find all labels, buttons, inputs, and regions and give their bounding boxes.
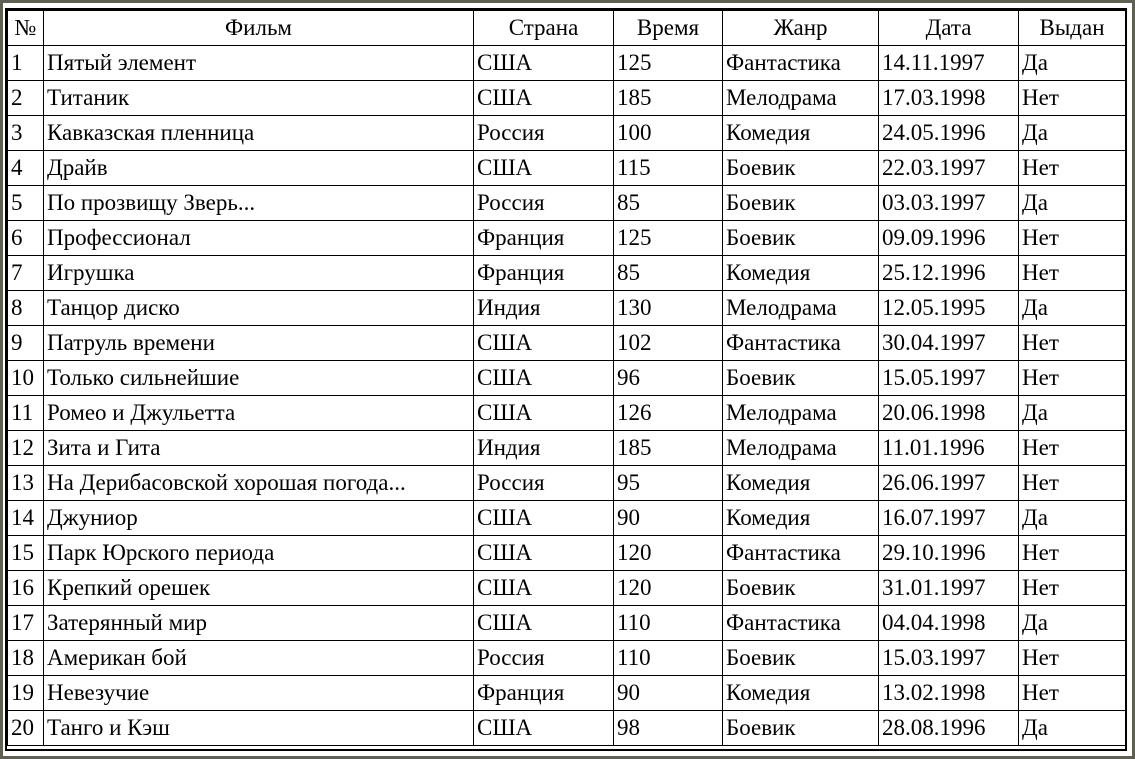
cell-number: 7 (8, 256, 44, 291)
table-row (8, 606, 1126, 641)
cell-number: 11 (8, 396, 44, 431)
cell-film: Игрушка (44, 256, 474, 291)
cell-film: Драйв (44, 151, 474, 186)
cell-genre: Боевик (723, 641, 879, 676)
cell-genre: Боевик (723, 571, 879, 606)
cell-date: 16.07.1997 (879, 501, 1019, 536)
cell-film: Парк Юрского периода (44, 536, 474, 571)
cell-issued: Да (1019, 186, 1126, 221)
cell-country: США (474, 501, 614, 536)
cell-issued: Да (1019, 606, 1126, 641)
cell-number: 6 (8, 221, 44, 256)
cell-film: Джуниор (44, 501, 474, 536)
header-row (8, 11, 1126, 46)
cell-duration: 102 (614, 326, 723, 361)
cell-genre: Фантастика (723, 326, 879, 361)
cell-duration: 115 (614, 151, 723, 186)
header-date: Дата (879, 11, 1019, 46)
cell-genre: Мелодрама (723, 81, 879, 116)
cell-film: По прозвищу Зверь... (44, 186, 474, 221)
cell-film: Профессионал (44, 221, 474, 256)
table-row (8, 291, 1126, 326)
cell-issued: Нет (1019, 81, 1126, 116)
cell-country: Россия (474, 186, 614, 221)
cell-date: 31.01.1997 (879, 571, 1019, 606)
cell-country: Индия (474, 291, 614, 326)
cell-film: Танцор диско (44, 291, 474, 326)
cell-number: 17 (8, 606, 44, 641)
cell-country: Россия (474, 466, 614, 501)
cell-genre: Комедия (723, 256, 879, 291)
cell-duration: 85 (614, 256, 723, 291)
cell-number: 4 (8, 151, 44, 186)
cell-number: 16 (8, 571, 44, 606)
cell-film: Патруль времени (44, 326, 474, 361)
cell-issued: Нет (1019, 431, 1126, 466)
cell-duration: 90 (614, 676, 723, 711)
cell-genre: Фантастика (723, 536, 879, 571)
cell-number: 12 (8, 431, 44, 466)
cell-genre: Боевик (723, 186, 879, 221)
cell-duration: 185 (614, 81, 723, 116)
header-duration: Время (614, 11, 723, 46)
header-film: Фильм (44, 11, 474, 46)
cell-country: Россия (474, 641, 614, 676)
cell-number: 9 (8, 326, 44, 361)
cell-issued: Нет (1019, 536, 1126, 571)
table-row (8, 186, 1126, 221)
cell-film: Крепкий орешек (44, 571, 474, 606)
cell-country: США (474, 536, 614, 571)
cell-country: США (474, 711, 614, 746)
cell-film: Титаник (44, 81, 474, 116)
cell-number: 20 (8, 711, 44, 746)
table-row (8, 361, 1126, 396)
table-row (8, 466, 1126, 501)
cell-issued: Нет (1019, 466, 1126, 501)
cell-issued: Нет (1019, 361, 1126, 396)
cell-date: 14.11.1997 (879, 46, 1019, 81)
cell-date: 20.06.1998 (879, 396, 1019, 431)
cell-genre: Боевик (723, 361, 879, 396)
cell-issued: Нет (1019, 151, 1126, 186)
cell-number: 19 (8, 676, 44, 711)
cell-genre: Боевик (723, 151, 879, 186)
cell-number: 3 (8, 116, 44, 151)
cell-issued: Да (1019, 396, 1126, 431)
cell-duration: 130 (614, 291, 723, 326)
cell-country: США (474, 361, 614, 396)
cell-film: Американ бой (44, 641, 474, 676)
cell-duration: 120 (614, 536, 723, 571)
cell-film: Танго и Кэш (44, 711, 474, 746)
cell-issued: Да (1019, 291, 1126, 326)
cell-country: США (474, 151, 614, 186)
cell-issued: Да (1019, 501, 1126, 536)
cell-date: 26.06.1997 (879, 466, 1019, 501)
cell-number: 13 (8, 466, 44, 501)
table-header (8, 11, 1126, 46)
cell-genre: Фантастика (723, 606, 879, 641)
cell-country: США (474, 326, 614, 361)
cell-film: На Дерибасовской хорошая погода... (44, 466, 474, 501)
cell-country: США (474, 606, 614, 641)
cell-number: 8 (8, 291, 44, 326)
cell-film: Ромео и Джульетта (44, 396, 474, 431)
cell-issued: Нет (1019, 326, 1126, 361)
cell-number: 14 (8, 501, 44, 536)
cell-genre: Мелодрама (723, 291, 879, 326)
cell-duration: 95 (614, 466, 723, 501)
cell-date: 15.05.1997 (879, 361, 1019, 396)
cell-issued: Нет (1019, 571, 1126, 606)
cell-country: США (474, 81, 614, 116)
table-row (8, 81, 1126, 116)
cell-date: 22.03.1997 (879, 151, 1019, 186)
cell-duration: 185 (614, 431, 723, 466)
cell-date: 12.05.1995 (879, 291, 1019, 326)
cell-duration: 98 (614, 711, 723, 746)
table-row (8, 396, 1126, 431)
cell-date: 04.04.1998 (879, 606, 1019, 641)
cell-date: 13.02.1998 (879, 676, 1019, 711)
cell-issued: Да (1019, 711, 1126, 746)
cell-issued: Нет (1019, 221, 1126, 256)
cell-film: Пятый элемент (44, 46, 474, 81)
table-row (8, 221, 1126, 256)
cell-film: Затерянный мир (44, 606, 474, 641)
header-genre: Жанр (723, 11, 879, 46)
cell-genre: Фантастика (723, 46, 879, 81)
header-country: Страна (474, 11, 614, 46)
cell-country: Франция (474, 676, 614, 711)
cell-country: Франция (474, 221, 614, 256)
cell-issued: Да (1019, 46, 1126, 81)
table-row (8, 501, 1126, 536)
cell-film: Кавказская пленница (44, 116, 474, 151)
cell-film: Только сильнейшие (44, 361, 474, 396)
cell-duration: 100 (614, 116, 723, 151)
cell-country: Индия (474, 431, 614, 466)
cell-date: 11.01.1996 (879, 431, 1019, 466)
cell-date: 28.08.1996 (879, 711, 1019, 746)
table-row (8, 256, 1126, 291)
table-row (8, 676, 1126, 711)
cell-genre: Комедия (723, 466, 879, 501)
table-row (8, 46, 1126, 81)
cell-duration: 90 (614, 501, 723, 536)
cell-number: 2 (8, 81, 44, 116)
table-row (8, 536, 1126, 571)
cell-genre: Боевик (723, 221, 879, 256)
cell-genre: Комедия (723, 116, 879, 151)
cell-number: 15 (8, 536, 44, 571)
cell-duration: 120 (614, 571, 723, 606)
cell-film: Невезучие (44, 676, 474, 711)
cell-genre: Комедия (723, 501, 879, 536)
cell-date: 25.12.1996 (879, 256, 1019, 291)
cell-date: 29.10.1996 (879, 536, 1019, 571)
cell-duration: 125 (614, 46, 723, 81)
cell-number: 18 (8, 641, 44, 676)
cell-country: Россия (474, 116, 614, 151)
cell-duration: 110 (614, 606, 723, 641)
cell-issued: Нет (1019, 676, 1126, 711)
cell-genre: Комедия (723, 676, 879, 711)
cell-country: Франция (474, 256, 614, 291)
cell-film: Зита и Гита (44, 431, 474, 466)
cell-date: 24.05.1996 (879, 116, 1019, 151)
cell-issued: Да (1019, 116, 1126, 151)
cell-genre: Мелодрама (723, 396, 879, 431)
table-row (8, 151, 1126, 186)
table-row (8, 711, 1126, 746)
cell-country: США (474, 396, 614, 431)
cell-genre: Мелодрама (723, 431, 879, 466)
cell-duration: 126 (614, 396, 723, 431)
cell-number: 10 (8, 361, 44, 396)
cell-issued: Нет (1019, 641, 1126, 676)
cell-date: 15.03.1997 (879, 641, 1019, 676)
films-table (7, 10, 1126, 746)
cell-duration: 110 (614, 641, 723, 676)
cell-country: США (474, 571, 614, 606)
cell-date: 03.03.1997 (879, 186, 1019, 221)
cell-genre: Боевик (723, 711, 879, 746)
cell-number: 1 (8, 46, 44, 81)
cell-number: 5 (8, 186, 44, 221)
table-row (8, 326, 1126, 361)
table-row (8, 641, 1126, 676)
cell-date: 17.03.1998 (879, 81, 1019, 116)
header-number: № (8, 11, 44, 46)
table-row (8, 431, 1126, 466)
cell-duration: 125 (614, 221, 723, 256)
cell-date: 09.09.1996 (879, 221, 1019, 256)
table-row (8, 571, 1126, 606)
cell-duration: 85 (614, 186, 723, 221)
cell-duration: 96 (614, 361, 723, 396)
header-issued: Выдан (1019, 11, 1126, 46)
cell-date: 30.04.1997 (879, 326, 1019, 361)
table-row (8, 116, 1126, 151)
cell-country: США (474, 46, 614, 81)
table-body (8, 46, 1126, 746)
cell-issued: Нет (1019, 256, 1126, 291)
